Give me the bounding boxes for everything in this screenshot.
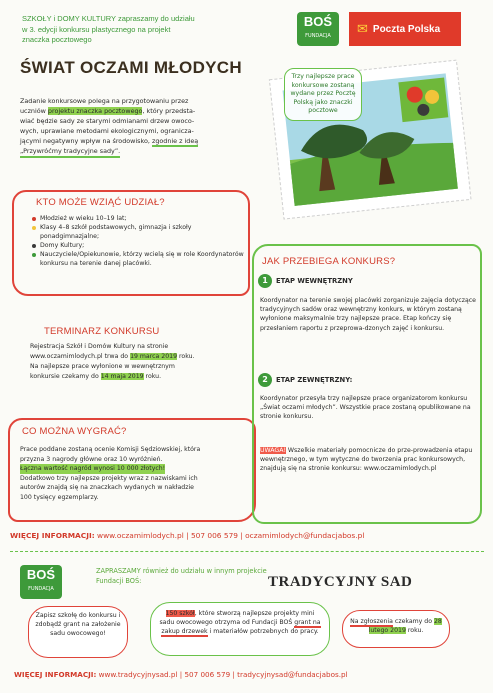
intro-slogan: „Przywróćmy tradycyjne sady”. — [20, 146, 120, 158]
bubble-grant-text: i materiałów potrzebnych do pracy. — [207, 628, 319, 636]
stage-2-title: ETAP ZEWNĘTRZNY: — [276, 376, 353, 384]
stage-2-badge: 2 — [258, 373, 272, 387]
bubble-deadline-text: roku. — [405, 627, 424, 635]
note-text: Wszelkie materiały pomocnicze do prze-prowadzenia etapu wewnętrznego, w tym wytyczne do tworzenia prac konkursowych, znajdują się na stronie konkursu: www.oczamimlodych.pl — [260, 447, 473, 473]
stage-2-header — [258, 373, 352, 387]
deadline-label: Na zgłoszenia — [350, 618, 393, 625]
intro-text: , który przedsta- — [142, 107, 196, 115]
stage-2-text: Koordynator przesyła trzy najlepsze prace organizatorom konkursu „Świat oczami młodych”. Wszystkie prace zostaną opublikowane na stronie konkursu. — [260, 395, 471, 421]
highlight-idea: zgodnie z ideą — [151, 137, 199, 145]
bubble-grant — [150, 602, 330, 656]
who-title: KTO MOŻE WZIĄĆ UDZIAŁ? — [36, 197, 165, 208]
submission-deadline: 14 maja 2019 — [100, 373, 144, 380]
deadline-date: 28 lutego 2019 — [368, 618, 442, 635]
invite-text: ZAPRASZAMY również do udziału w innym projekcie Fundacji BOŚ: — [96, 567, 267, 585]
list-item: Nauczyciele/Opiekunowie, którzy wcielą się w role Koordynatorów konkursu na terenie danej placówki. — [32, 250, 244, 268]
more-info-label: WIĘCEJ INFORMACJI: — [10, 531, 95, 540]
schedule-text-part: www.oczamimlodych.pl trwa do — [30, 353, 131, 360]
stamp-note-text: Trzy najlepsze prace konkursowe zostaną wydane przez Pocztę Polską jako znaczki pocztowe — [290, 73, 356, 115]
poczta-polska-logo — [349, 12, 461, 46]
stage-1-header — [258, 274, 353, 288]
how-title: JAK PRZEBIEGA KONKURS? — [262, 256, 396, 267]
bos-logo-text: BOŚ — [303, 14, 333, 29]
schedule-line: Na najlepsze prace wyłonione w wewnętrznym — [30, 363, 175, 370]
intro-paragraph — [20, 96, 256, 158]
schools-count: 150 szkół — [165, 610, 195, 617]
schedule-line — [30, 372, 250, 382]
intro-line — [20, 106, 256, 116]
prizes-title: CO MOŻNA WYGRAĆ? — [22, 426, 127, 437]
prizes-text — [20, 445, 252, 503]
grant-highlight: grant na zakup drzewek — [161, 619, 321, 636]
intro-line — [20, 136, 256, 146]
posthorn-icon: ✉ — [357, 21, 368, 37]
more-info-value[interactable]: www.oczamimlodych.pl | 507 006 579 | oczamimlodych@fundacjabos.pl — [97, 531, 365, 540]
intro-line: wiać będzie sady ze starymi odmianami drzew owoco- — [20, 117, 195, 125]
prizes-line: Prace poddane zostaną ocenie Komisji Sędziowskiej, która — [20, 446, 201, 453]
note-label: UWAGA! — [260, 447, 286, 454]
more-info-bar-1 — [10, 531, 486, 541]
schedule-text-part: konkursie czekamy do — [30, 373, 101, 380]
intro-line: Zadanie konkursowe polega na przygotowaniu przez — [20, 97, 189, 105]
intro-text: jącymi negatywny wpływ na środowisko, — [20, 137, 152, 145]
more-info-bar-2 — [14, 670, 484, 680]
intro-line-1: SZKOŁY i DOMY KULTURY zapraszamy do udziału — [22, 14, 195, 23]
stage-1-badge: 1 — [258, 274, 272, 288]
list-item: Klasy 4–8 szkół podstawowych, gimnazja i szkoły ponadgimnazjalne; — [32, 223, 244, 241]
prizes-line: 100 tysięcy egzemplarzy. — [20, 493, 99, 501]
bubble-enroll — [28, 606, 128, 658]
prizes-line: Dodatkowo trzy najlepsze projekty wraz z nazwiskami ich — [20, 474, 198, 482]
stamp-note — [284, 68, 362, 121]
bubble-deadline-text: czekamy do — [392, 618, 434, 625]
bos-logo — [297, 12, 339, 46]
more-info-value[interactable]: www.tradycyjnysad.pl | 507 006 579 | tradycyjnysad@fundacjabos.pl — [98, 670, 348, 679]
who-list — [32, 214, 244, 268]
prizes-line: przyzna 3 nagrody główne oraz 10 wyróżnień. — [20, 455, 163, 463]
bubble-grant-text: , które stworzą najlepsze projekty mini sadu owocowego otrzyma od Fundacji BOŚ — [159, 610, 315, 627]
bos-logo-bottom — [20, 565, 62, 599]
intro-line-2: w 3. edycji konkursu plastycznego na projekt — [22, 24, 171, 34]
list-item: Domy Kultury; — [32, 241, 244, 250]
bos-logo-sub: FUNDACJA — [305, 33, 331, 39]
tradycyjny-sad-logo: TRADYCYJNY SAD — [268, 574, 413, 590]
prizes-line: autorów znajdą się na znaczkach wydanych w nakładzie — [20, 484, 194, 492]
schedule-title: TERMINARZ KONKURSU — [44, 326, 160, 337]
page-title: ŚWIAT OCZAMI MŁODYCH — [20, 58, 242, 77]
intro-text: uczniów — [20, 107, 48, 115]
bubble-enroll-text: Zapisz szkołę do konkursu i zdobądź grant na założenie sadu owocowego! — [35, 612, 121, 637]
schedule-text — [30, 342, 250, 382]
list-item: Młodzież w wieku 10–19 lat; — [32, 214, 244, 223]
bos-logo-text: BOŚ — [26, 567, 56, 582]
intro-line: wych, uprawiane metodami ekologicznymi, ogranicza- — [20, 127, 194, 135]
prizes-total-value: Łączna wartość nagród wynosi 10 000 złotych! — [20, 465, 166, 473]
schedule-text-part: roku. — [143, 373, 162, 380]
more-info-label: WIĘCEJ INFORMACJI: — [14, 670, 97, 679]
highlight-stamp-project: projektu znaczka pocztowego — [47, 107, 143, 115]
divider — [10, 551, 484, 552]
bubble-deadline — [342, 610, 450, 648]
schedule-line — [30, 352, 250, 362]
intro-line-3: znaczka pocztowego — [22, 35, 92, 44]
schedule-line: Rejestracja Szkół i Domów Kultury na stronie — [30, 343, 169, 350]
registration-deadline: 19 marca 2019 — [130, 353, 178, 360]
bos-logo-sub: FUNDACJA — [28, 586, 54, 592]
schedule-text-part: roku. — [177, 353, 195, 360]
stage-1-text: Koordynator na terenie swojej placówki zorganizuje zajęcia dotyczące tradycyjnych sadów oraz wewnętrzny konkurs, w którym zostaną wyłonione maksymalnie trzy najlepsze prace. Etap kończy się przesłaniem raportu z przeprowa-dzonych zajęć i konkursu. — [260, 297, 476, 332]
poczta-polska-text: Poczta Polska — [372, 23, 441, 35]
stage-1-title: ETAP WEWNĘTRZNY — [276, 277, 353, 285]
note — [260, 446, 474, 474]
